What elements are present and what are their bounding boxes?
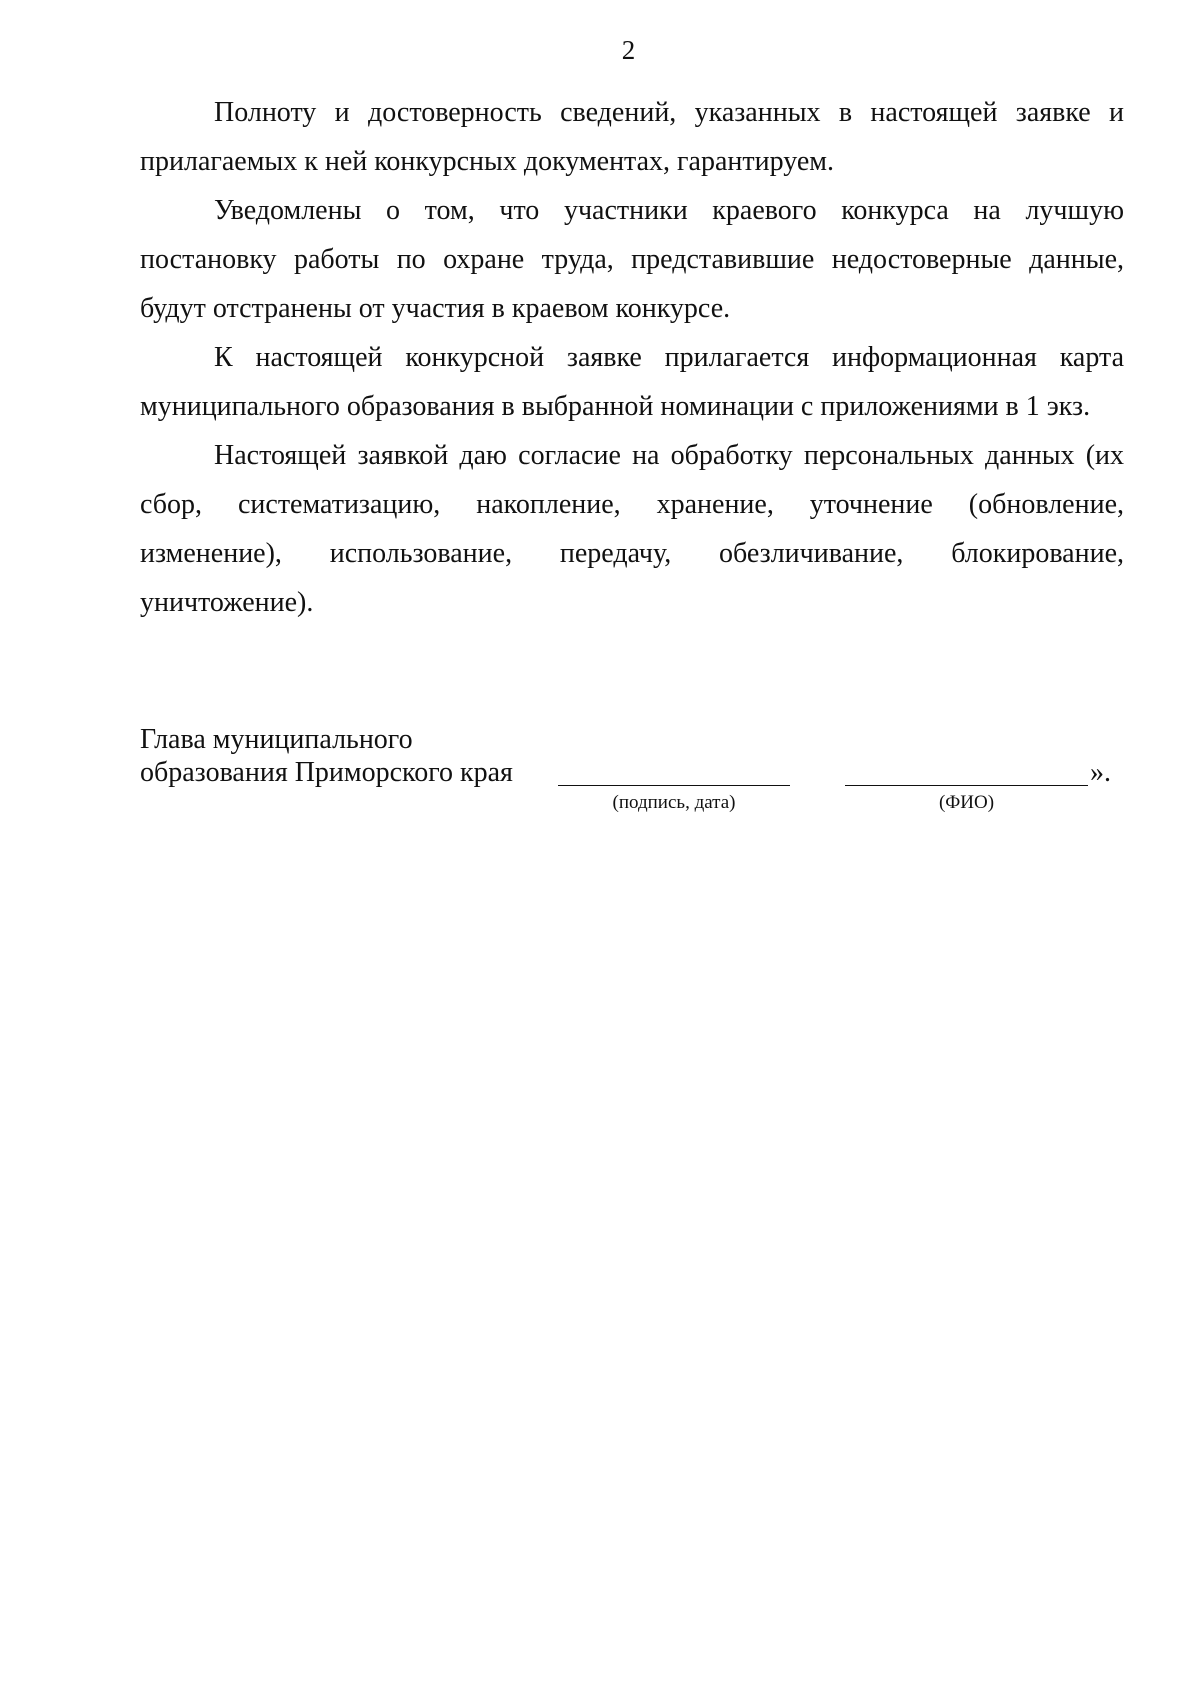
signature-line <box>558 785 790 786</box>
full-name-line <box>845 785 1088 786</box>
page-number: 2 <box>621 35 636 65</box>
paragraph-attachment: К настоящей конкурсной заявке прилагается информационная карта муниципального образования в выбранной номинации с приложениями в 1 экз. <box>140 342 1124 422</box>
signature-block <box>140 723 1124 813</box>
signature-caption: (подпись, дата) <box>612 792 736 813</box>
document-body <box>140 88 1124 627</box>
full-name-caption: (ФИО) <box>938 792 995 813</box>
paragraph-guarantee: Полноту и достоверность сведений, указанных в настоящей заявке и прилагаемых к ней конкурсных документах, гарантируем. <box>140 97 1124 177</box>
signatory-title-line1: Глава муниципального <box>140 724 413 755</box>
paragraph-consent: Настоящей заявкой даю согласие на обработку персональных данных (их сбор, систематизацию, накопление, хранение, уточнение (обновление, изменение), использование, передачу, обезличивание, блокирование, уничтожение). <box>140 440 1124 618</box>
signatory-title-line2: образования Приморского края <box>140 757 513 788</box>
closing-quote: ». <box>1090 757 1111 788</box>
paragraph-notification: Уведомлены о том, что участники краевого конкурса на лучшую постановку работы по охране труда, представившие недостоверные данные, будут отстранены от участия в краевом конкурсе. <box>140 195 1124 324</box>
signatory-title <box>140 723 513 789</box>
